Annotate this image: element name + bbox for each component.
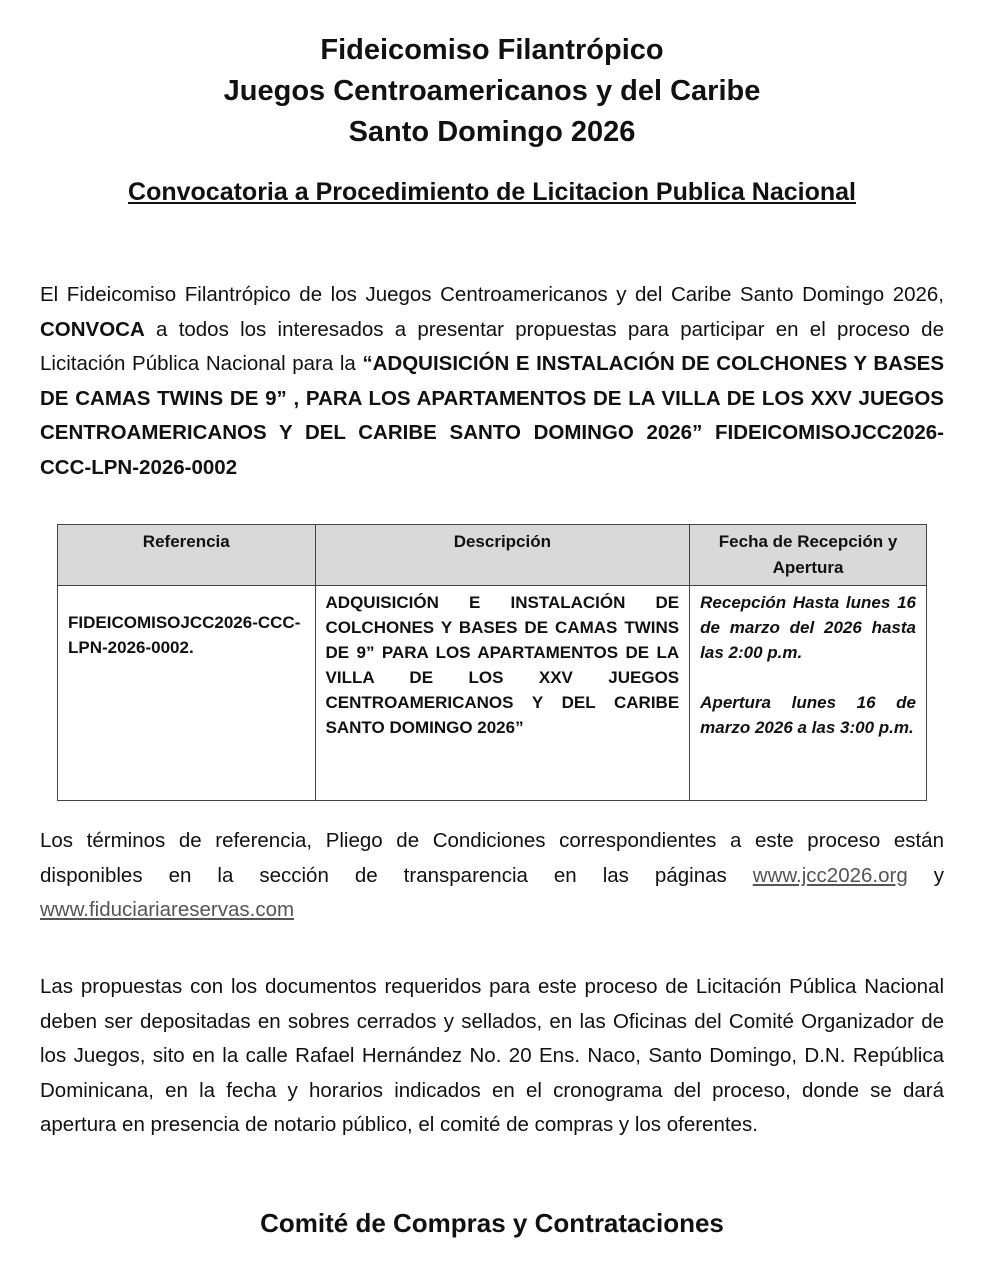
link-fiduciariareservas[interactable]: www.fiduciariareservas.com	[40, 898, 295, 921]
document-footer: Comité de Compras y Contrataciones	[260, 1208, 724, 1238]
intro-paragraph	[40, 278, 944, 485]
header-line-3: Santo Domingo 2026	[348, 116, 636, 148]
terms-text-a: Los términos de referencia, Pliego de Condiciones correspondientes a este proceso están disponibles en la sección de transparencia en las páginas	[40, 829, 944, 887]
header-line-2: Juegos Centroamericanos y del Caribe	[223, 75, 761, 107]
intro-text-b: a todos los interesados a presentar propuestas para participar en el proceso de Licitación Pública Nacional para la	[40, 317, 944, 375]
table-header-referencia: Referencia	[58, 525, 316, 586]
intro-text-a: El Fideicomiso Filantrópico de los Juegos Centroamericanos y del Caribe Santo Domingo 2026,	[40, 283, 944, 306]
table-header-descripcion: Descripción	[315, 525, 690, 586]
proposals-paragraph: Las propuestas con los documentos requeridos para este proceso de Licitación Pública Nacional deben ser depositadas en sobres cerrados y sellados, en las Oficinas del Comité Organizador de los Juegos, sito en la calle Rafael Hernández No. 20 Ens. Naco, Santo Domingo, D.N. República Dominicana, en la fecha y horarios indicados en el cronograma del proceso, donde se dará apertura en presencia de notario público, el comité de compras y los oferentes.	[40, 975, 944, 1136]
table-header-row	[58, 525, 927, 586]
intro-convoca: CONVOCA	[40, 317, 145, 341]
table-cell-apertura: Apertura lunes 16 de marzo 2026 a las 3:00 p.m.	[700, 693, 916, 737]
header-line-1: Fideicomiso Filantrópico	[320, 34, 664, 66]
table-cell-gap	[700, 665, 916, 690]
terms-text-b: y	[907, 863, 944, 887]
table-cell-descripcion: ADQUISICIÓN E INSTALACIÓN DE COLCHONES Y BASES DE CAMAS TWINS DE 9” PARA LOS APARTAMENTOS DE LA VILLA DE LOS XXV JUEGOS CENTROAMERICANOS Y DEL CARIBE SANTO DOMINGO 2026”	[315, 586, 690, 801]
table-cell-recepcion: Recepción Hasta lunes 16 de marzo del 2026 hasta las 2:00 p.m.	[700, 593, 916, 662]
document-header	[0, 30, 984, 153]
document-subtitle: Convocatoria a Procedimiento de Licitacion Publica Nacional	[128, 178, 856, 206]
table-row	[58, 586, 927, 801]
terms-paragraph	[40, 824, 944, 928]
intro-bold-title: “ADQUISICIÓN E INSTALACIÓN DE COLCHONES Y BASES DE CAMAS TWINS DE 9” , PARA LOS APARTAMENTOS DE LA VILLA DE LOS XXV JUEGOS CENTROAMERICANOS Y DEL CARIBE SANTO DOMINGO 2026” FIDEICOMISOJCC2026-CCC-LPN-2026-0002	[40, 352, 945, 479]
table-cell-referencia: FIDEICOMISOJCC2026-CCC-LPN-2026-0002.	[58, 586, 316, 801]
table-cell-fecha	[690, 586, 927, 801]
link-jcc2026[interactable]: www.jcc2026.org	[752, 863, 908, 887]
table-header-fecha: Fecha de Recepción y Apertura	[690, 525, 927, 586]
process-table	[57, 524, 927, 801]
